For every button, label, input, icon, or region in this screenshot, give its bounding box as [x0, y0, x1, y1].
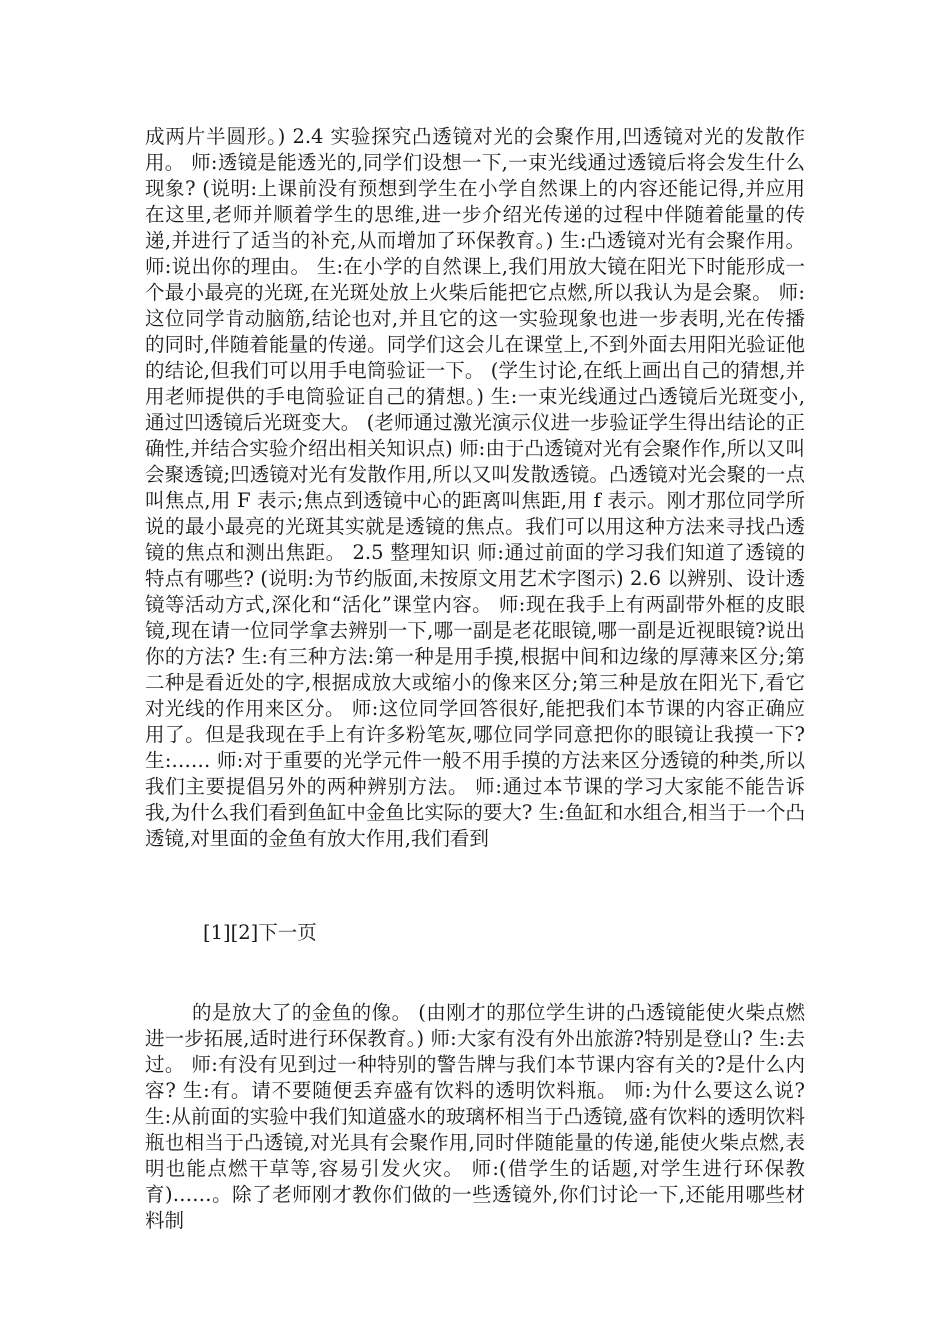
pagination-links[interactable]: [1][2]下一页: [203, 921, 317, 944]
body-paragraph-2: 的是放大了的金鱼的像。 (由刚才的那位学生讲的凸透镜能使火柴点燃进一步拓展,适时进行环保教育。) 师:大家有没有外出旅游?特别是登山? 生:去过。 师:有没有见到过一种特别的警告牌与我们本节课内容有关的?是什么内容? 生:有。请不要随便丢弃盛有饮料的透明饮料瓶。 师:为什么要这么说? 生:从前面的实验中我们知道盛水的玻璃杯相当于凸透镜,盛有饮料的透明饮料瓶也相当于凸透镜,对光具有会聚作用,同时伴随能量的传递,能使火柴点燃,表明也能点燃干草等,容易引发火灾。 师:(借学生的话题,对学生进行环保教育)……。除了老师刚才教你们做的一些透镜外,你们讨论一下,还能用哪些材料制: [145, 1001, 805, 1232]
body-paragraph-1: 成两片半圆形。) 2.4 实验探究凸透镜对光的会聚作用,凹透镜对光的发散作用。 师:透镜是能透光的,同学们设想一下,一束光线通过透镜后将会发生什么现象? (说明:上课前没有预想到学生在小学自然课上的内容还能记得,并应用在这里,老师并顺着学生的思维,进一步介绍光传递的过程中伴随着能量的传递,并进行了适当的补充,从而增加了环保教育。) 生:凸透镜对光有会聚作用。 师:说出你的理由。 生:在小学的自然课上,我们用放大镜在阳光下时能形成一个最小最亮的光斑,在光斑处放上火柴后能把它点燃,所以我认为是会聚。 师:这位同学肯动脑筋,结论也对,并且它的这一实验现象也进一步表明,光在传播的同时,伴随着能量的传递。同学们这会儿在课堂上,不到外面去用阳光验证他的结论,但我们可以用手电筒验证一下。 (学生讨论,在纸上画出自己的猜想,并用老师提供的手电筒验证自己的猜想。) 生:一束光线通过凸透镜后光斑变小,通过凹透镜后光斑变大。 (老师通过激光演示仪进一步验证学生得出结论的正确性,并结合实验介绍出相关知识点) 师:由于凸透镜对光有会聚作作,所以又叫会聚透镜;凹透镜对光有发散作用,所以又叫发散透镜。凸透镜对光会聚的一点叫焦点,用 F 表示;焦点到透镜中心的距离叫焦距,用 f 表示。刚才那位同学所说的最小最亮的光斑其实就是透镜的焦点。我们可以用这种方法来寻找凸透镜的焦点和测出焦距。 2.5 整理知识 师:通过前面的学习我们知道了透镜的特点有哪些? (说明:为节约版面,未按原文用艺术字图示) 2.6 以辨别、设计透镜等活动方式,深化和“活化”课堂内容。 师:现在我手上有两副带外框的皮眼镜,现在请一位同学拿去辨别一下,哪一副是老花眼镜,哪一副是近视眼镜?说出你的方法? 生:有三种方法:第一种是用手摸,根据中间和边缘的厚薄来区分;第二种是看近处的字,根据成放大或缩小的像来区分;第三种是放在阳光下,看它对光线的作用来区分。 师:这位同学回答很好,能把我们本节课的内容正确应用了。但是我现在手上有许多粉笔灰,哪位同学同意把你的眼镜让我摸一下? 生:…… 师:对于重要的光学元件一般不用手摸的方法来区分透镜的种类,所以我们主要提倡另外的两种辨别方法。 师:通过本节课的学习大家能不能告诉我,为什么我们看到鱼缸中金鱼比实际的要大? 生:鱼缸和水组合,相当于一个凸透镜,对里面的金鱼有放大作用,我们看到: [145, 125, 805, 850]
